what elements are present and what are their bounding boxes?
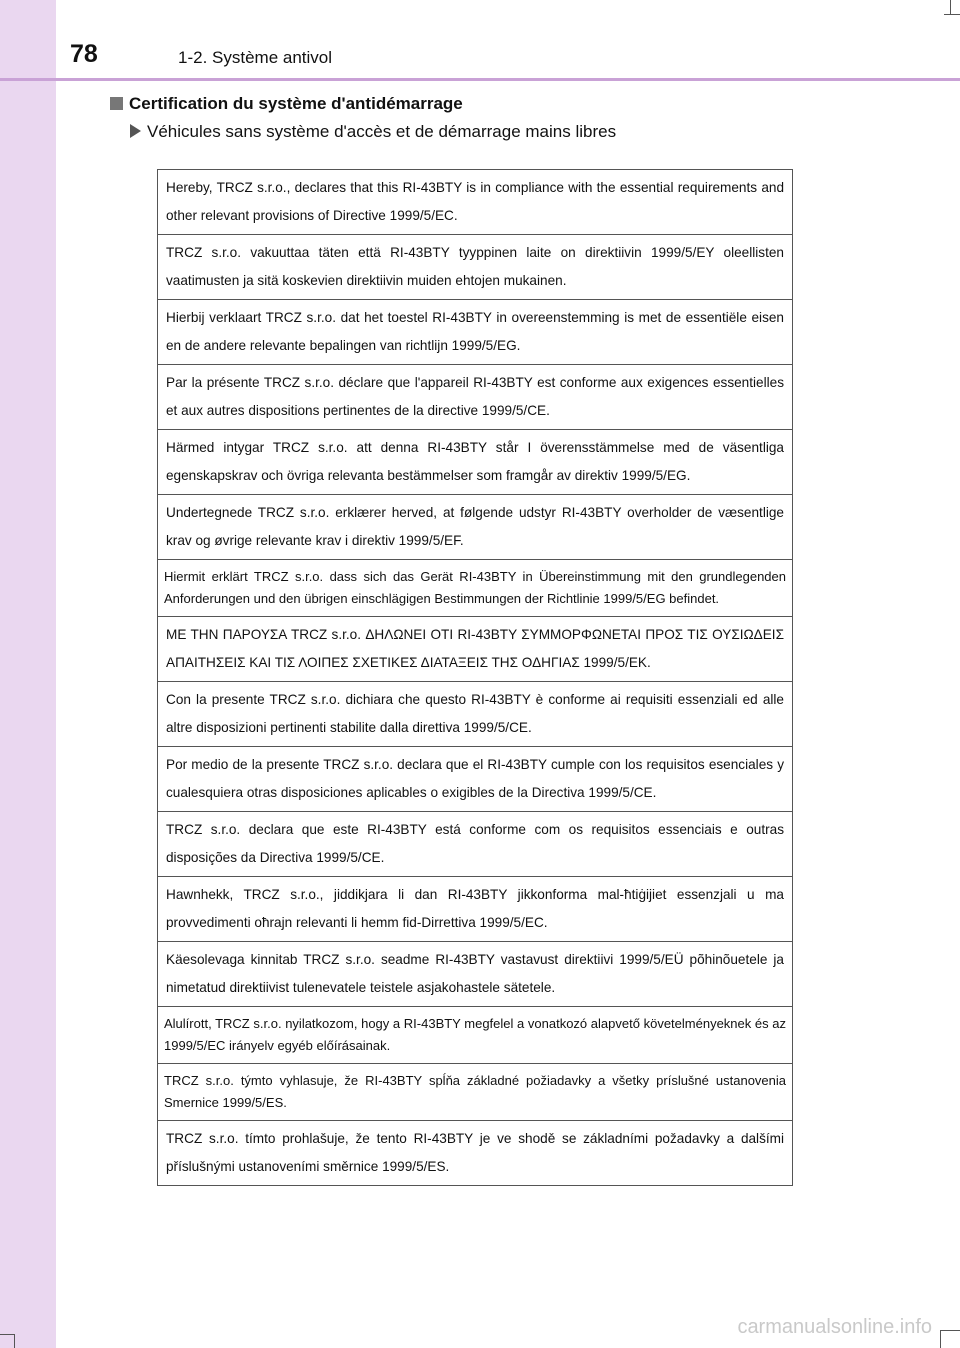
triangle-bullet-icon (130, 124, 141, 138)
table-row (158, 617, 793, 682)
table-row (158, 942, 793, 1007)
table-row (158, 170, 793, 235)
crop-mark (940, 1330, 960, 1331)
table-row (158, 747, 793, 812)
declaration-da: Undertegnede TRCZ s.r.o. erklærer herved, at følgende udstyr RI-43BTY overholder de væsentlige krav og øvrige relevante krav i direktiv 1999/5/EF. (158, 495, 793, 560)
declarations-table (157, 169, 793, 1186)
declaration-de: Hiermit erklärt TRCZ s.r.o. dass sich das Gerät RI-43BTY in Übereinstimmung mit den grundlegenden Anforderungen und den übrigen einschlägigen Bestimmungen der Richtlinie 1999/5/EG befindet. (158, 560, 793, 617)
table-row (158, 365, 793, 430)
declaration-pt: TRCZ s.r.o. declara que este RI-43BTY está conforme com os requisitos essenciais e outras disposições da Directiva 1999/5/CE. (158, 812, 793, 877)
table-row (158, 877, 793, 942)
sub-heading-text: Véhicules sans système d'accès et de démarrage mains libres (147, 122, 617, 141)
table-row (158, 495, 793, 560)
table-row (158, 235, 793, 300)
crop-mark (940, 1330, 941, 1348)
footer-watermark: carmanualsonline.info (737, 1316, 932, 1338)
table-row (158, 812, 793, 877)
crop-mark (14, 1334, 15, 1348)
declaration-nl: Hierbij verklaart TRCZ s.r.o. dat het toestel RI-43BTY in overeenstemming is met de essentiële eisen en de andere relevante bepalingen van richtlijn 1999/5/EG. (158, 300, 793, 365)
crop-mark (0, 1334, 14, 1335)
section-heading (110, 94, 463, 114)
declaration-sk: TRCZ s.r.o. týmto vyhlasuje, že RI-43BTY spĺňa základné požiadavky a všetky príslušné ustanovenia Smernice 1999/5/ES. (158, 1064, 793, 1121)
table-row (158, 1121, 793, 1186)
table-row (158, 430, 793, 495)
table-row (158, 682, 793, 747)
declaration-it: Con la presente TRCZ s.r.o. dichiara che questo RI-43BTY è conforme ai requisiti essenziali ed alle altre disposizioni pertinenti stabilite dalla direttiva 1999/5/CE. (158, 682, 793, 747)
sub-heading (130, 122, 616, 142)
section-heading-text: Certification du système d'antidémarrage (129, 94, 463, 113)
crop-mark (950, 0, 951, 14)
declaration-mt: Hawnhekk, TRCZ s.r.o., jiddikjara li dan RI-43BTY jikkonforma mal-ħtiġijiet essenzjali u ma provvedimenti oħrajn relevanti li hemm fid-Dirrettiva 1999/5/EC. (158, 877, 793, 942)
declaration-cs: TRCZ s.r.o. tímto prohlašuje, že tento RI-43BTY je ve shodě se základními požadavky a dalšími příslušnými ustanoveními směrnice 1999/5/ES. (158, 1121, 793, 1186)
page-margin-bar (0, 0, 56, 1348)
header-rule (0, 78, 960, 81)
page-number: 78 (70, 40, 98, 68)
declaration-et: Käesolevaga kinnitab TRCZ s.r.o. seadme RI-43BTY vastavust direktiivi 1999/5/EÜ põhinõuetele ja nimetatud direktiivist tulenevatele teistele asjakohastele sätetele. (158, 942, 793, 1007)
table-row (158, 1064, 793, 1121)
table-row (158, 560, 793, 617)
crop-mark (944, 14, 960, 15)
declaration-fr: Par la présente TRCZ s.r.o. déclare que l'appareil RI-43BTY est conforme aux exigences essentielles et aux autres dispositions pertinentes de la directive 1999/5/CE. (158, 365, 793, 430)
declaration-el: ΜΕ ΤΗΝ ΠΑΡΟΥΣΑ TRCZ s.r.o. ΔΗΛΩΝΕΙ ΟΤΙ RI-43BTY ΣΥΜΜΟΡΦΩΝΕΤΑΙ ΠΡΟΣ ΤΙΣ ΟΥΣΙΩΔΕΙΣ ΑΠΑΙΤΗΣΕΙΣ ΚΑΙ ΤΙΣ ΛΟΙΠΕΣ ΣΧΕΤΙΚΕΣ ΔΙΑΤΑΞΕΙΣ ΤΗΣ ΟΔΗΓΙΑΣ 1999/5/ΕΚ. (158, 617, 793, 682)
declaration-es: Por medio de la presente TRCZ s.r.o. declara que el RI-43BTY cumple con los requisitos esenciales y cualesquiera otras disposiciones aplicables o exigibles de la Directiva 1999/5/CE. (158, 747, 793, 812)
square-bullet-icon (110, 97, 123, 110)
declaration-fi: TRCZ s.r.o. vakuuttaa täten että RI-43BTY tyyppinen laite on direktiivin 1999/5/EY oleellisten vaatimusten ja sitä koskevien direktiivin muiden ehtojen mukainen. (158, 235, 793, 300)
declaration-hu: Alulírott, TRCZ s.r.o. nyilatkozom, hogy a RI-43BTY megfelel a vonatkozó alapvető követelményeknek és az 1999/5/EC irányelv egyéb előírásainak. (158, 1007, 793, 1064)
chapter-title: 1-2. Système antivol (178, 48, 333, 67)
table-row (158, 1007, 793, 1064)
declaration-en: Hereby, TRCZ s.r.o., declares that this RI-43BTY is in compliance with the essential requirements and other relevant provisions of Directive 1999/5/EC. (158, 170, 793, 235)
table-row (158, 300, 793, 365)
declaration-sv: Härmed intygar TRCZ s.r.o. att denna RI-43BTY står I överensstämmelse med de väsentliga egenskapskrav och övriga relevanta bestämmelser som framgår av direktiv 1999/5/EG. (158, 430, 793, 495)
